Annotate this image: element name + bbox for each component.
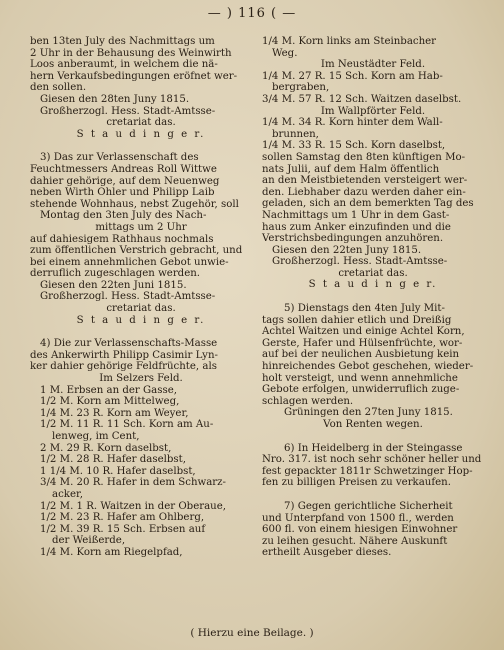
- text-line: ker dahier gehörige Feldfrüchte, als: [30, 361, 217, 373]
- text-line: Gebote erfolgen, unwiderruflich zuge-: [262, 384, 460, 396]
- list-item: 1/2 M. 1 R. Waitzen in der Oberaue,: [40, 500, 227, 512]
- text-line: 600 fl. von einem hiesigen Einwohner: [262, 524, 458, 536]
- text-line: Montag den 3ten July des Nach-: [40, 210, 207, 222]
- text-line: 2 Uhr in der Behausung des Weinwirth: [30, 47, 232, 59]
- date-line: Giesen den 28ten Juny 1815.: [40, 93, 190, 105]
- text-line: Achtel Waitzen und einige Achtel Korn,: [262, 326, 465, 338]
- text-line: nats Julii, auf dem Halm öffentlich: [262, 163, 440, 175]
- text-line: stehende Wohnhaus, nebst Zugehör, soll: [30, 198, 239, 210]
- list-item: bergraben,: [272, 82, 330, 94]
- field-heading: Im Selzers Feld.: [99, 373, 183, 385]
- text-line: den sollen.: [30, 82, 87, 94]
- list-item: 3/4 M. 20 R. Hafer in dem Schwarz-: [40, 477, 226, 489]
- list-item: 1/4 M. 33 R. 15 Sch. Korn daselbst,: [262, 140, 446, 152]
- page-number: — ) 116 ( —: [207, 6, 297, 21]
- date-line: Giesen den 22ten Juny 1815.: [272, 244, 422, 256]
- text-line: sollen Samstag den 8ten künftigen Mo-: [262, 151, 466, 163]
- signature: Von Renten wegen.: [323, 419, 423, 430]
- text-line: schlagen werden.: [262, 395, 354, 407]
- list-item: der Weißerde,: [52, 535, 126, 547]
- text-line: 5) Dienstags den 4ten July Mit-: [284, 303, 445, 315]
- list-item: Weg.: [272, 47, 298, 59]
- text-line: Verstrichsbedingungen anzuhören.: [262, 233, 444, 245]
- text-line: fest gepackter 1811r Schwetzinger Hop-: [262, 465, 473, 477]
- text-line: dahier gehörige, auf dem Neuenweg: [30, 175, 220, 187]
- text-line: bei einem annehmlichen Gebot unwie-: [30, 256, 229, 268]
- text-line: auf bei der neulichen Ausbietung kein: [262, 349, 460, 361]
- list-item: 3/4 M. 57 R. 12 Sch. Waitzen daselbst.: [262, 93, 462, 105]
- text-line: Nachmittags um 1 Uhr in dem Gast-: [262, 209, 450, 221]
- office-line: Großherzogl. Hess. Stadt-Amtsse-: [40, 105, 216, 117]
- text-line: zu leihen gesucht. Nähere Auskunft: [262, 535, 448, 547]
- list-item: 1/2 M. 39 R. 15 Sch. Erbsen auf: [40, 523, 206, 535]
- list-item: 1/2 M. 23 R. Hafer am Ohlberg,: [40, 512, 205, 524]
- list-item: 1 1/4 M. 10 R. Hafer daselbst,: [40, 465, 196, 477]
- text-line: 3) Das zur Verlassenschaft des: [40, 152, 199, 164]
- list-item: lenweg, im Cent,: [52, 431, 140, 442]
- text-line: 6) In Heidelberg in der Steingasse: [284, 442, 463, 454]
- date-line: Grüningen den 27ten Juny 1815.: [284, 407, 453, 419]
- text-line: holt versteigt, und wenn annehmliche: [262, 372, 458, 384]
- list-item: 1/4 M. 27 R. 15 Sch. Korn am Hab-: [262, 70, 443, 82]
- text-line: fen zu billigen Preisen zu verkaufen.: [262, 477, 451, 489]
- text-line: derruflich zugeschlagen werden.: [30, 268, 201, 280]
- text-line: hern Verkaufsbedingungen eröfnet wer-: [30, 70, 238, 82]
- list-item: 1/2 M. 11 R. 11 Sch. Korn am Au-: [40, 419, 214, 431]
- list-item: 1/2 M. 28 R. Hafer daselbst,: [40, 454, 186, 466]
- text-line: ertheilt Ausgeber dieses.: [262, 547, 392, 559]
- text-line: tags sollen dahier etlich und Dreißig: [262, 314, 452, 326]
- text-line: des Ankerwirth Philipp Casimir Lyn-: [30, 349, 218, 361]
- text-line: Feuchtmessers Andreas Roll Wittwe: [30, 163, 217, 175]
- text-line: mittags um 2 Uhr: [95, 221, 187, 233]
- text-line: Loos anberaumt, in welchem die nä-: [30, 59, 218, 71]
- text-line: zum öffentlichen Verstrich gebracht, und: [30, 245, 243, 257]
- text-line: 4) Die zur Verlassenschafts-Masse: [40, 338, 218, 350]
- text-line: 7) Gegen gerichtliche Sicherheit: [284, 500, 453, 512]
- list-item: 1/4 M. 23 R. Korn am Weyer,: [40, 407, 189, 419]
- list-item: acker,: [52, 488, 83, 500]
- text-line: haus zum Anker einzufinden und die: [262, 221, 451, 233]
- footer-note: ( Hierzu eine Beilage. ): [190, 627, 314, 639]
- office-line: cretariat das.: [106, 117, 176, 129]
- text-line: neben Wirth Ohler und Philipp Laib: [30, 187, 215, 199]
- text-line: Gerste, Hafer und Hülsenfrüchte, wor-: [262, 337, 463, 349]
- date-line: Giesen den 22ten Juni 1815.: [40, 279, 187, 291]
- right-column: [262, 36, 484, 559]
- left-column: [30, 36, 252, 559]
- list-item: 1/4 M. Korn am Riegelpfad,: [40, 546, 183, 558]
- text-line: geladen, sich an dem bemerkten Tag des: [262, 198, 474, 210]
- office-line: cretariat das.: [106, 303, 176, 315]
- field-heading: Im Wallpförter Feld.: [320, 105, 426, 117]
- office-line: Großherzogl. Hess. Stadt-Amtsse-: [272, 256, 448, 268]
- list-item: 1/2 M. Korn am Mittelweg,: [40, 396, 180, 408]
- field-heading: Im Neustädter Feld.: [320, 59, 426, 71]
- office-line: Großherzogl. Hess. Stadt-Amtsse-: [40, 291, 216, 303]
- text-line: und Unterpfand von 1500 fl., werden: [262, 512, 454, 524]
- signature: S t a u d i n g e r.: [76, 128, 206, 140]
- text-line: ben 13ten July des Nachmittags um: [30, 36, 215, 47]
- office-line: cretariat das.: [338, 267, 408, 279]
- list-item: 1/4 M. Korn links am Steinbacher: [262, 36, 437, 47]
- list-item: 1 M. Erbsen an der Gasse,: [40, 384, 177, 396]
- signature: S t a u d i n g e r.: [76, 314, 206, 326]
- text-line: auf dahiesigem Rathhaus nochmals: [30, 233, 214, 245]
- list-item: 2 M. 29 R. Korn daselbst,: [40, 442, 172, 454]
- text-line: an den Meistbietenden versteigert wer-: [262, 175, 468, 187]
- list-item: brunnen,: [272, 128, 319, 140]
- list-item: 1/4 M. 34 R. Korn hinter dem Wall-: [262, 117, 443, 129]
- signature: S t a u d i n g e r.: [308, 279, 438, 291]
- text-line: Nro. 317. ist noch sehr schöner heller und: [262, 454, 482, 466]
- text-line: hinreichendes Gebot geschehen, wieder-: [262, 361, 474, 373]
- text-line: den. Liebhaber dazu werden daher ein-: [262, 186, 466, 198]
